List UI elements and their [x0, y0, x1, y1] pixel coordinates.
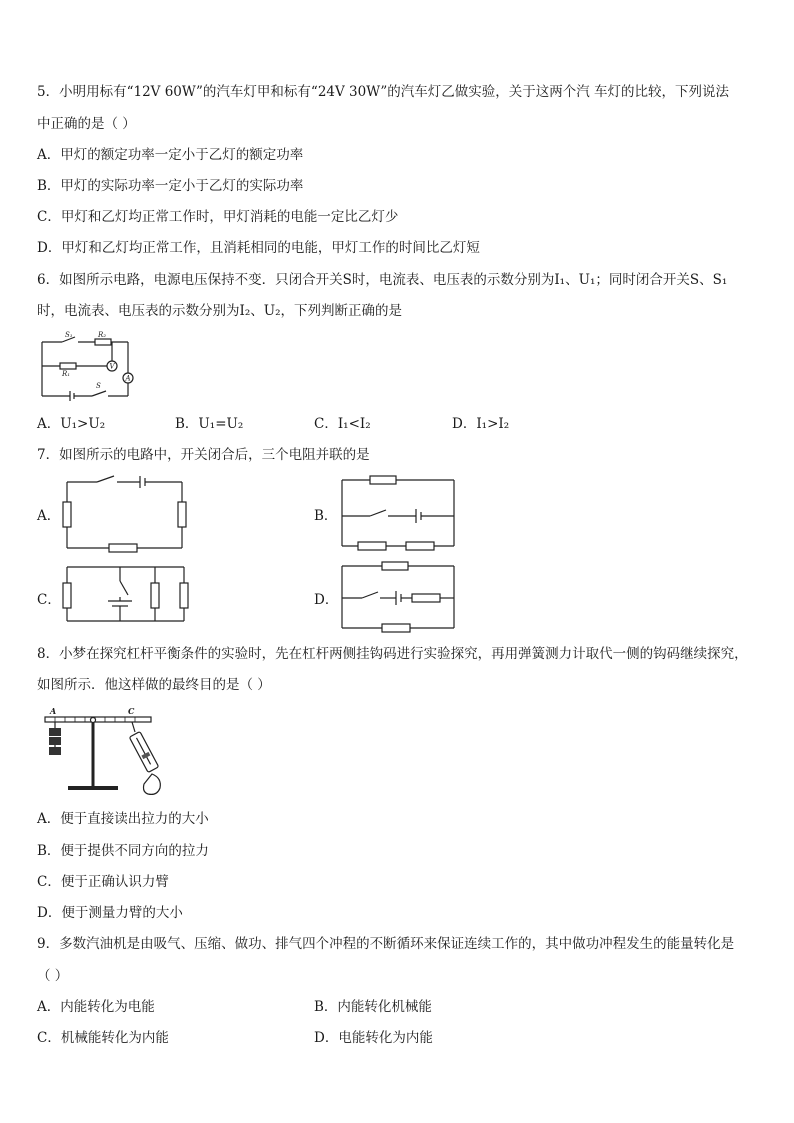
q9-option-a: A．内能转化为电能 — [37, 999, 155, 1015]
q8-label-c: C — [128, 706, 135, 716]
q7-label-d: D． — [314, 592, 339, 608]
q9-stem-line2: （ ） — [37, 968, 69, 984]
q8-stem-line2: 如图所示．他这样做的最终目的是（ ） — [37, 677, 271, 693]
q5-stem-line1: 5．小明用标有“12V 60W”的汽车灯甲和标有“24V 30W”的汽车灯乙做实验，关于这两个汽 车灯的比较，下列说法 — [37, 84, 730, 100]
q5-option-a: A．甲灯的额定功率一定小于乙灯的额定功率 — [37, 147, 304, 163]
q6-option-b: B．U₁=U₂ — [175, 416, 244, 432]
q5-option-b: B．甲灯的实际功率一定小于乙灯的实际功率 — [37, 178, 304, 194]
q6-label-a: A — [125, 374, 131, 383]
q5-option-c: C．甲灯和乙灯均正常工作时，甲灯消耗的电能一定比乙灯少 — [37, 209, 399, 225]
q6-options — [37, 415, 737, 433]
q6-option-a: A．U₁>U₂ — [37, 416, 106, 432]
q6-label-r1: R₁ — [62, 370, 71, 378]
q6-label-s1: S₁ — [65, 331, 73, 339]
q7-diagram-c — [62, 563, 190, 625]
q9-option-b: B．内能转化机械能 — [314, 999, 432, 1015]
q9-option-c: C．机械能转化为内能 — [37, 1030, 169, 1046]
q6-label-s: S — [96, 382, 101, 390]
q8-label-a: A — [50, 706, 57, 716]
q6-label-r2: R₂ — [98, 331, 107, 339]
q9-stem-line1: 9．多数汽油机是由吸气、压缩、做功、排气四个冲程的不断循环来保证连续工作的，其中做功冲程发生的能量转化是 — [37, 936, 735, 952]
q7-stem: 7．如图所示的电路中，开关闭合后，三个电阻并联的是 — [37, 447, 370, 463]
q7-label-b: B． — [314, 508, 338, 524]
q7-diagram-d — [340, 560, 458, 632]
q6-circuit-diagram — [40, 332, 135, 400]
q6-option-c: C．I₁<I₂ — [314, 416, 371, 432]
q5-option-d: D．甲灯和乙灯均正常工作，且消耗相同的电能，甲灯工作的时间比乙灯短 — [37, 240, 480, 256]
q8-stem-line1: 8．小梦在探究杠杆平衡条件的实验时，先在杠杆两侧挂钩码进行实验探究，再用弹簧测力计取代一侧的钩码继续探究， — [37, 646, 748, 662]
q7-label-a: A． — [37, 508, 61, 524]
q6-label-v: V — [109, 362, 115, 371]
q6-stem-line1: 6．如图所示电路，电源电压保持不变．只闭合开关S时，电流表、电压表的示数分别为I₁、U₁；同时闭合开关S、S₁ — [37, 272, 728, 288]
q5-stem-line2: 中正确的是（ ） — [37, 116, 136, 132]
q9-option-d: D．电能转化为内能 — [314, 1030, 433, 1046]
q8-option-c: C．便于正确认识力臂 — [37, 874, 169, 890]
q6-option-d: D．I₁>I₂ — [452, 416, 510, 432]
q8-option-a: A．便于直接读出拉力的大小 — [37, 811, 209, 827]
q6-stem-line2: 时，电流表、电压表的示数分别为I₂、U₂，下列判断正确的是 — [37, 303, 403, 319]
q8-option-b: B．便于提供不同方向的拉力 — [37, 843, 209, 859]
q7-label-c: C． — [37, 592, 61, 608]
q7-diagram-a — [62, 474, 187, 552]
q8-lever-diagram — [40, 704, 180, 800]
q8-option-d: D．便于测量力臂的大小 — [37, 905, 183, 921]
q7-diagram-b — [340, 474, 458, 552]
